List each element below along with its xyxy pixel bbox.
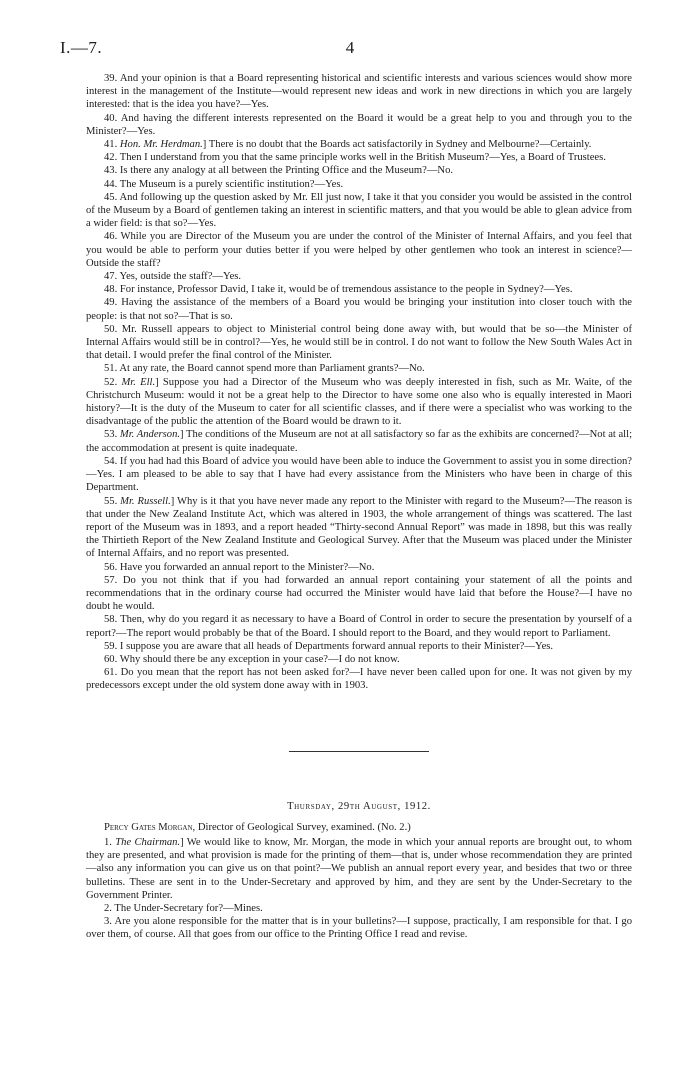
question-paragraph: 52. Mr. Ell.] Suppose you had a Director of the Museum who was deeply interested in fish, such as Mr. Waite, of the Christchurch Museum: would it not be a great help to the Director to have some one also who is equally interested in Maori history?—It is the duty of the Museum to cater for all scientific classes, and if there were a specialist who was working to the disadvantage of the public the attention of the Board would be drawn to it. xyxy=(86,376,632,428)
question-number: 61. xyxy=(104,667,118,679)
question-number: 43. xyxy=(104,165,118,177)
question-number: 49. xyxy=(104,297,118,309)
question-text: While you are Director of the Museum you are under the control of the Minister of Internal Affairs, and you feel that you would be able to perform your duties better if you were helped by other gentlemen who took an interest in science?—Outside the staff? xyxy=(86,231,632,269)
question-number: 58. xyxy=(104,614,118,626)
question-paragraph: 53. Mr. Anderson.] The conditions of the Museum are not at all satisfactory so far as the exhibits are concerned?—Not at all; the accommodation at present is quite inadequate. xyxy=(86,429,633,454)
speaker-name: Mr. Ell. xyxy=(121,376,156,388)
question-paragraph xyxy=(86,362,632,375)
question-number: 55. xyxy=(104,495,118,507)
question-number: 42. xyxy=(104,152,118,164)
question-paragraph xyxy=(86,178,632,191)
witness-line xyxy=(86,821,632,834)
witness-title: Director of Geological Survey, examined. xyxy=(197,821,375,833)
question-number: 52. xyxy=(104,376,118,388)
question-text: Is there any analogy at all between the Printing Office and the Museum?—No. xyxy=(119,165,454,177)
question-paragraph xyxy=(86,283,632,296)
question-number: 50. xyxy=(104,323,118,335)
question-paragraph xyxy=(86,151,632,164)
question-number: 60. xyxy=(104,653,118,665)
page-number: 4 xyxy=(345,38,355,57)
speaker-name: Mr. Russell. xyxy=(120,495,171,507)
question-paragraph: 41. Hon. Mr. Herdman.] There is no doubt that the Boards act satisfactorily in Sydney and Melbourne?—Certainly. xyxy=(104,139,592,151)
question-number: 2. xyxy=(104,902,112,914)
question-number: 3. xyxy=(104,916,112,928)
question-text: The Under-Secretary for?—Mines. xyxy=(114,902,263,914)
question-paragraph xyxy=(86,323,632,363)
question-text: And your opinion is that a Board representing historical and scientific interests and various sciences would show more interest in the management of the Institute—would represent new ideas and work in new directions in which you are largely interested: that is the idea you have?—Yes. xyxy=(86,73,632,111)
question-text: Mr. Russell appears to object to Ministerial control being done away with, but would that be so—the Minister of Internal Affairs would still be in control?—Yes, he would still be in control. I do not want to follow the New South Wales Act in that detail. I would prefer the final control of the Minister. xyxy=(86,323,632,362)
question-paragraph xyxy=(86,230,632,270)
question-text: I suppose you are aware that all heads of Departments forward annual reports to their Minister?—Yes. xyxy=(119,640,554,652)
question-paragraph xyxy=(86,902,632,915)
question-paragraph: 55. Mr. Russell.] Why is it that you have never made any report to the Minister with regard to the Museum?—The reason is that under the New Zealand Institute Act, which was altered in 1903, the whole arrangement of things was scattered. The last report of the Museum was in 1893, and a report headed “Thirty-second Annual Report” was made in 1898, but this was really the Thirtieth Report of the New Zealand Institute and Geological Survey. After that the Museum was placed under the Minister of Internal Affairs, and no report was presented. xyxy=(86,495,633,560)
question-text: There is no doubt that the Boards act satisfactorily in Sydney and Melbourne?—Certainly. xyxy=(208,139,592,151)
question-text: Why should there be any exception in your case?—I do not know. xyxy=(119,653,400,665)
question-paragraph xyxy=(86,915,632,941)
question-text: Yes, outside the staff?—Yes. xyxy=(119,271,242,283)
question-paragraph xyxy=(86,164,632,177)
question-text: Do you mean that the report has not been asked for?—I have never been called upon for one. It was not given by my predecessors except under the old system done away with in 1903. xyxy=(86,667,632,692)
question-number: 59. xyxy=(104,640,118,652)
question-text: Suppose you had a Director of the Museum who was deeply interested in fish, such as Mr. Waite, of the Christchurch Museum: would it not be a great help to the Director to have some one also who is equally interested in Maori history?—It is the duty of the Museum to cater for all scientific classes, and if there were a specialist who was working to the disadvantage of the public the attention of the Board would be drawn to it. xyxy=(86,376,632,428)
question-text: Do you not think that if you had forwarded an annual report containing your statement of all the points and recommendations that in the ordinary course had occurred the Minister would have laid that before the House?—I have no doubt he would. xyxy=(86,574,633,613)
question-number: 48. xyxy=(104,284,118,296)
question-paragraph xyxy=(86,455,632,495)
question-text: Why is it that you have never made any report to the Minister with regard to the Museum?—The reason is that under the New Zealand Institute Act, which was altered in 1903, the whole arrangement of things was scattered. The last report of the Museum was in 1893, and a report headed “Thirty-second Annual Report” was made in 1898, but this was really the Thirtieth Report of the New Zealand Institute and Geological Survey. After that the Museum was placed under the Minister of Internal Affairs, and no report was presented. xyxy=(86,495,633,560)
question-text: The Museum is a purely scientific institution?—Yes. xyxy=(119,178,344,190)
question-text: And following up the question asked by Mr. Ell just now, I take it that you consider you would be assisted in the control of the Museum by a Board of gentlemen taking an interest in scientific matters, and that you would be able to glean advice from a wider field: is that so?—Yes. xyxy=(86,191,632,230)
question-paragraph xyxy=(86,191,632,231)
question-text: Are you alone responsible for the matter that is in your bulletins?—I suppose, practically, I am responsible for that. I go over them, of course. All that goes from our office to the Printing Office I read and revise. xyxy=(86,916,632,941)
question-number: 45. xyxy=(104,191,118,203)
questions-block-1 xyxy=(86,72,632,693)
question-paragraph xyxy=(86,296,632,322)
question-text: The conditions of the Museum are not at all satisfactory so far as the exhibits are concerned?—Not at all; the accommodation at present is quite inadequate. xyxy=(86,429,633,454)
question-paragraph xyxy=(86,270,632,283)
question-paragraph xyxy=(86,561,632,574)
question-text: Have you forwarded an annual report to the Minister?—No. xyxy=(119,561,375,573)
evidence-text xyxy=(86,72,632,942)
question-number: 46. xyxy=(104,231,118,243)
question-text: At any rate, the Board cannot spend more than Parliament grants?—No. xyxy=(119,363,425,375)
speaker-name: The Chairman. xyxy=(115,836,181,848)
question-number: 44. xyxy=(104,178,118,190)
witness-note: (No. 2.) xyxy=(377,821,411,833)
question-paragraph xyxy=(86,112,632,138)
session-date: Thursday, 29th August, 1912. xyxy=(287,800,431,812)
question-paragraph xyxy=(86,666,632,692)
question-number: 53. xyxy=(104,429,118,441)
witness-name: Percy Gates Morgan, xyxy=(104,821,196,833)
question-number: 41. xyxy=(104,139,118,151)
question-number: 40. xyxy=(104,112,118,124)
speaker-name: Mr. Anderson. xyxy=(119,429,181,441)
question-number: 1. xyxy=(104,836,112,848)
question-number: 56. xyxy=(104,561,118,573)
question-text: If you had had this Board of advice you would have been able to induce the Government to assist you in some direction?—Yes. I am pleased to be able to say that I have had every assistance from the Ministers who have been in charge of this Department. xyxy=(86,455,632,494)
question-number: 57. xyxy=(104,574,118,586)
question-paragraph xyxy=(86,653,632,666)
question-text: Then I understand from you that the same principle works well in the British Museum?—Yes, a Board of Trustees. xyxy=(119,152,606,164)
question-text: Then, why do you regard it as necessary to have a Board of Control in order to secure the presentation by yourself of a report?—The report would probably be that of the Board. I should report to the Board, and they would report to Parliament. xyxy=(86,614,632,639)
question-paragraph xyxy=(86,613,632,639)
question-paragraph xyxy=(86,72,632,112)
question-number: 51. xyxy=(104,363,118,375)
question-paragraph xyxy=(86,574,632,614)
question-number: 54. xyxy=(104,455,118,467)
paper-reference: I.—7. xyxy=(60,38,103,57)
question-number: 47. xyxy=(104,271,118,283)
question-paragraph: 1. The Chairman.] We would like to know, Mr. Morgan, the mode in which your annual reports are brought out, to whom they are presented, and what provision is made for the printing of them—that is, under whose recommendation they are printed—also any information you can give us on that point?—We publish an annual report every year, and besides that two or three bulletins. These are sent in to the Under-Secretary and approved by him, and they are sent by the Under-Secretary to the Government Printer. xyxy=(86,836,632,901)
question-text: Having the assistance of the members of a Board you would be bringing your institution into closer touch with the people: is that not so?—That is so. xyxy=(86,297,632,322)
questions-block-2 xyxy=(86,836,632,942)
question-number: 39. xyxy=(104,73,118,84)
page-header xyxy=(60,38,640,62)
question-text: For instance, Professor David, I take it, would be of tremendous assistance to the people in Sydney?—Yes. xyxy=(119,284,573,296)
section-divider xyxy=(289,751,429,752)
question-text: We would like to know, Mr. Morgan, the mode in which your annual reports are brought out, to whom they are presented, and what provision is made for the printing of them—that is, under whose recommendation they are printed—also any information you can give us on that point?—We publish an annual report every year, and besides that two or three bulletins. These are sent in to the Under-Secretary and approved by him, and they are sent by the Under-Secretary to the Government Printer. xyxy=(86,836,632,901)
speaker-name: Hon. Mr. Herdman. xyxy=(119,139,203,151)
question-text: And having the different interests represented on the Board it would be a great help to you and through you to the Minister?—Yes. xyxy=(86,112,632,137)
question-paragraph xyxy=(86,640,632,653)
